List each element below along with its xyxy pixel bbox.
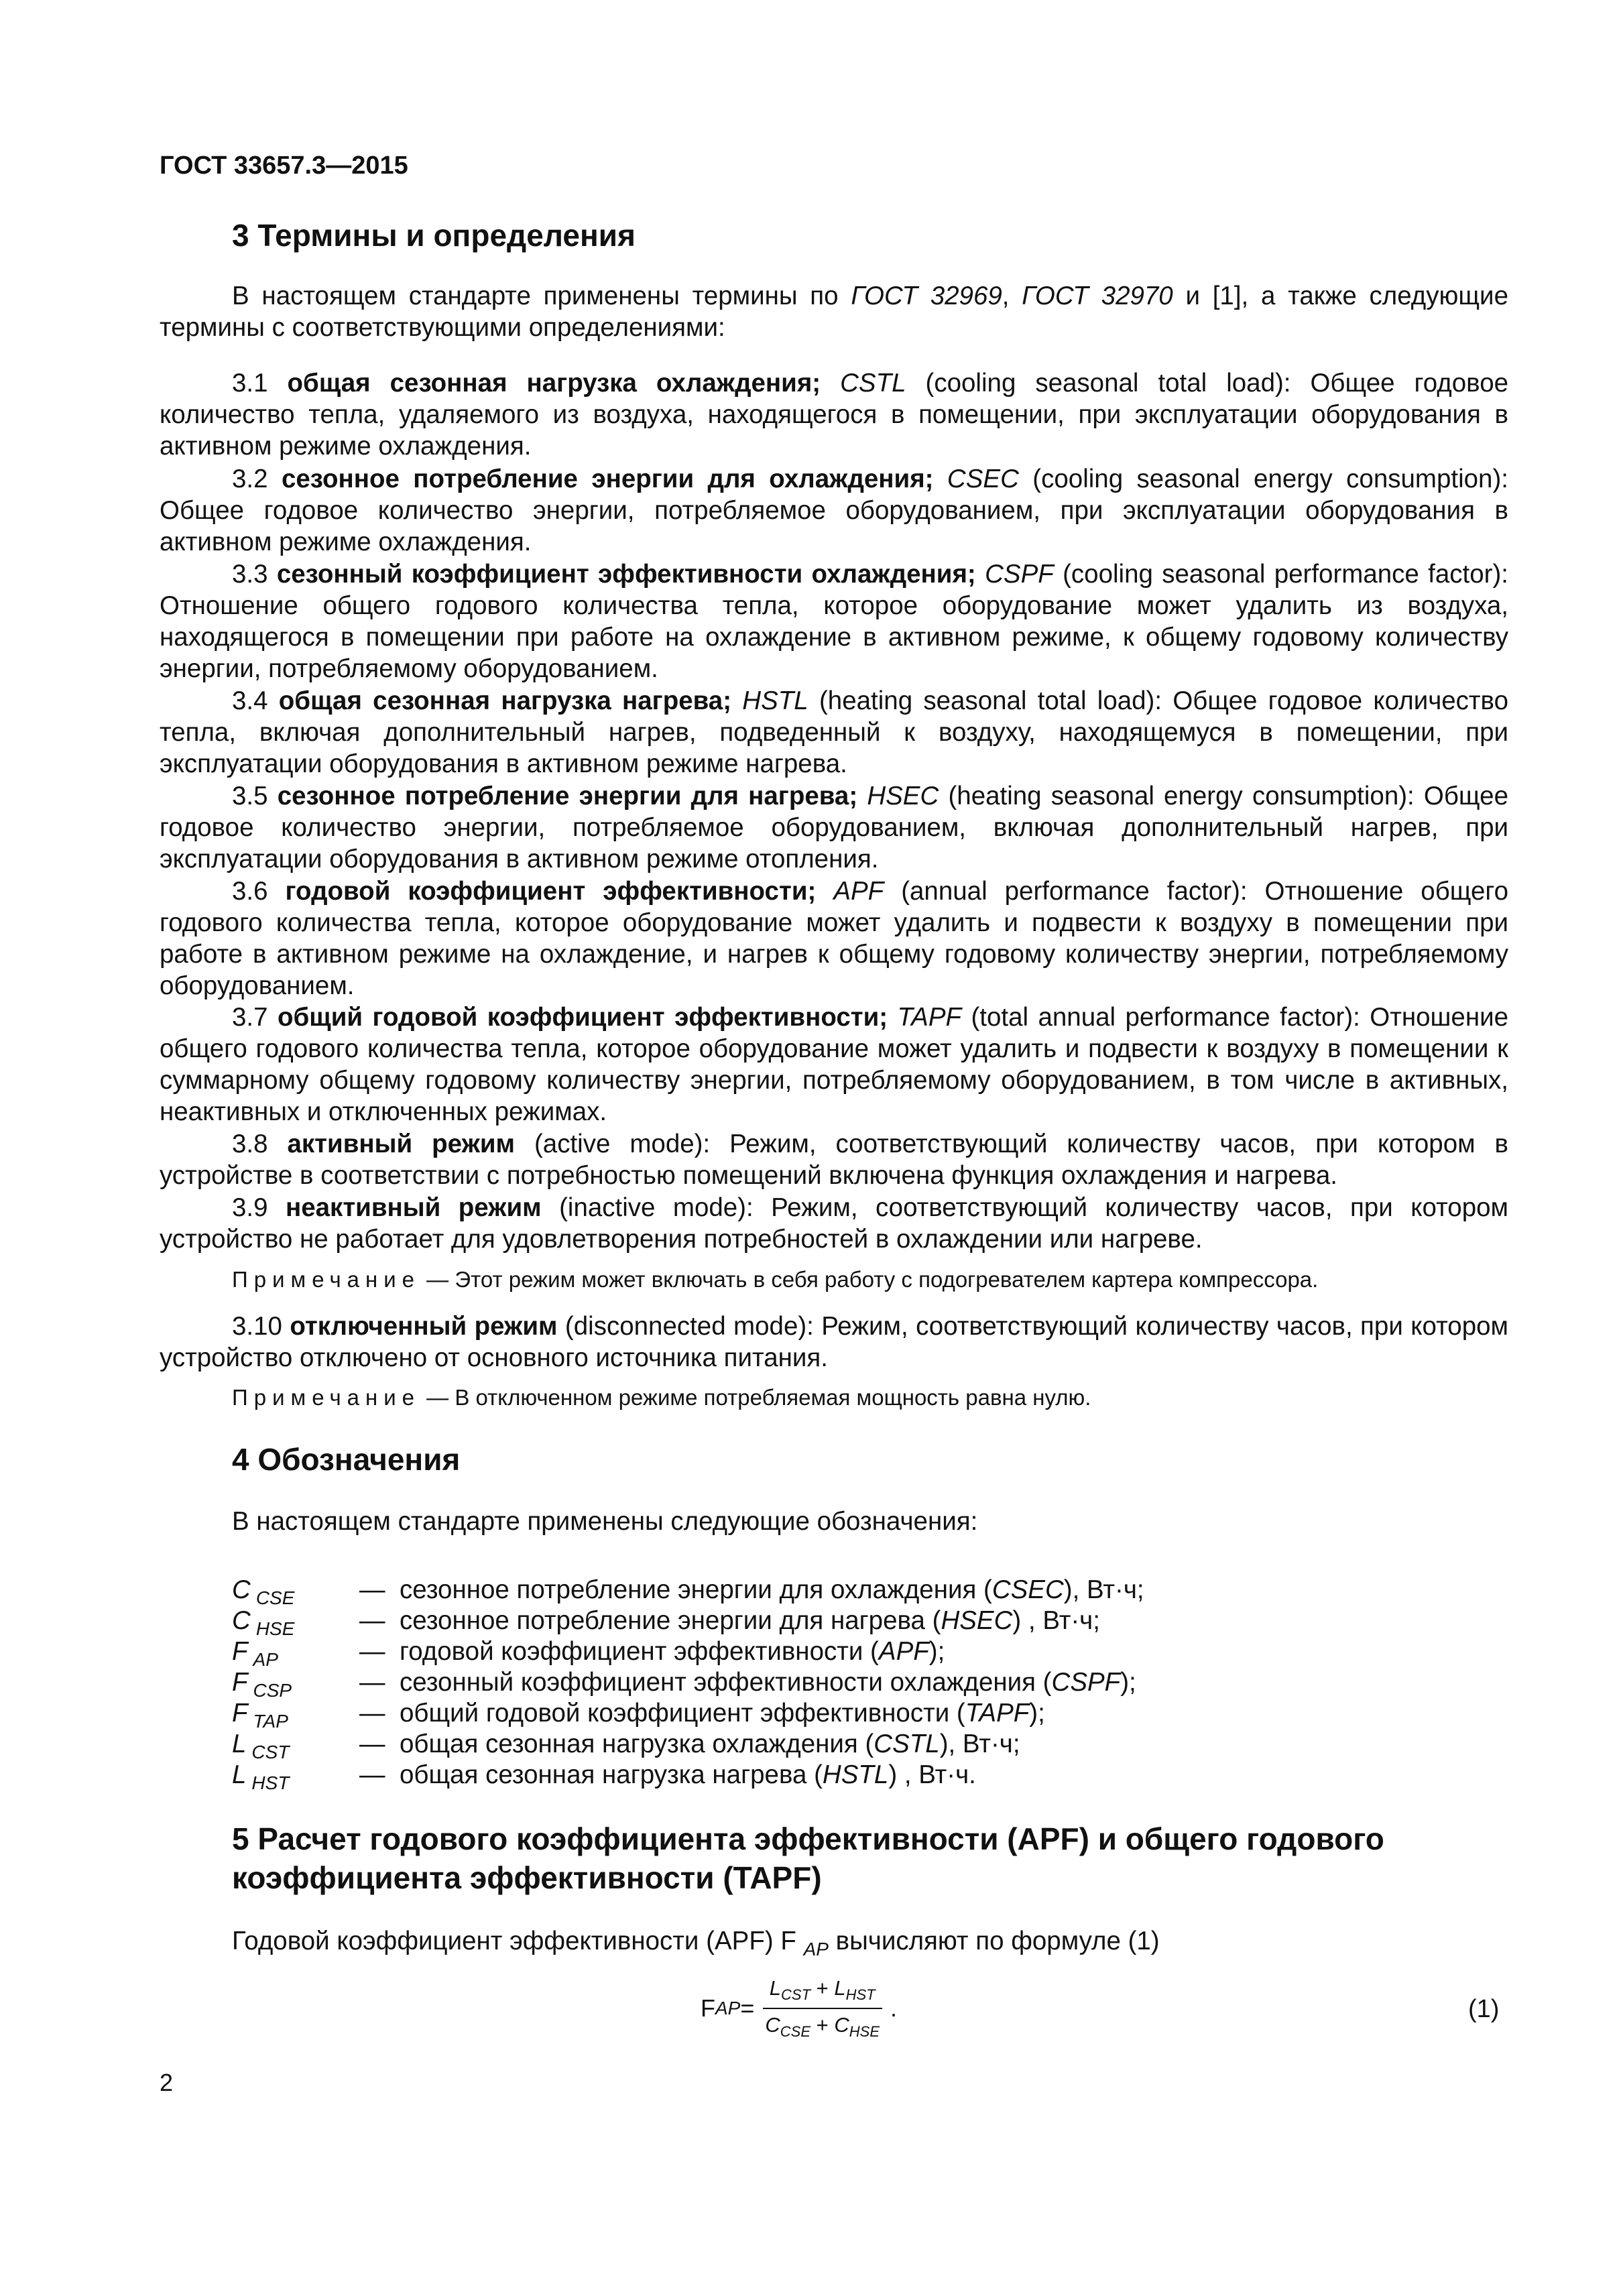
equation-number: (1) — [1468, 1995, 1500, 2023]
section-3-title: 3 Термины и определения — [232, 218, 636, 253]
note-1: Примечание — Этот режим может включать в себя работу с подогревателем картера компрессора. — [232, 1267, 1319, 1292]
term-3-1: 3.1 общая сезонная нагрузка охлаждения; CSTL (cooling seasonal total load): Общее годовое количество тепла, удаляемого из воздуха, находящегося в помещении, при эксплуатации оборудования в активном режиме охлаждения. — [160, 369, 1509, 461]
note-2: Примечание — В отключенном режиме потребляемая мощность равна нулю. — [232, 1385, 1091, 1410]
formula-fraction — [758, 1976, 886, 2041]
term-3-10: 3.10 отключенный режим (disconnected mode): Режим, соответствующий количеству часов, при котором устройство отключено от основного источника питания. — [160, 1312, 1508, 1372]
term-3-8: 3.8 активный режим (active mode): Режим, соответствующий количеству часов, при котором в устройстве в соответствии с потребностью помещений включена функция охлаждения и нагрева. — [160, 1130, 1509, 1190]
term-3-2: 3.2 сезонное потребление энергии для охлаждения; CSEC (cooling seasonal energy consumption): Общее годовое количество энергии, потребляемое оборудованием, при эксплуатации оборудования в активном режиме охлаждения. — [160, 465, 1508, 556]
symbols-list — [232, 1575, 1506, 1791]
symbol-row: C $_{CSE}$ — сезонное потребление энергии для охлаждения (CSEC), Вт·ч; — [232, 1575, 1144, 1608]
standard-code: ГОСТ 33657.3—2015 — [160, 152, 408, 180]
symbol-row: L $_{HST}$ — общая сезонная нагрузка нагрева (HSTL) , Вт·ч. — [232, 1760, 976, 1793]
term-3-3: 3.3 сезонный коэффициент эффективности охлаждения; CSPF (cooling seasonal performance factor): Отношение общего годового количества тепла, которое оборудование может удалить из воздуха, находящегося в помещении при работе на охлаждение в активном режиме, к общему годовому количеству энергии, потребляемому оборудованием. — [160, 560, 1508, 683]
section-3-intro: В настоящем стандарте применены термины по ГОСТ 32969, ГОСТ 32970 и [1], а также следующие термины с соответствующими определениями: — [160, 282, 1508, 342]
symbol-row: C $_{HSE}$ — сезонное потребление энергии для нагрева (HSEC) , Вт·ч; — [232, 1606, 1100, 1639]
fraction-denominator: $C_{CSE} + C_{HSE}$ — [765, 2013, 880, 2041]
term-3-9: 3.9 неактивный режим (inactive mode): Режим, соответствующий количеству часов, при котором устройство не работает для удовлетворения потребностей в охлаждении или нагреве. — [160, 1193, 1508, 1254]
page-number: 2 — [160, 2069, 174, 2096]
fraction-numerator: $L_{CST} + L_{HST}$ — [763, 1976, 882, 2009]
term-3-7: 3.7 общий годовой коэффициент эффективности; TAPF (total annual performance factor): Отношение общего годового количества тепла, которое оборудование может удалить и подвести к воздуху в помещении к суммарному общему годовому количеству энергии, потребляемому оборудованием, в том числе в активных, неактивных и отключенных режимах. — [160, 1003, 1508, 1126]
section-5-intro: Годовой коэффициент эффективности (APF) F $_{AP}$ вычисляют по формуле (1) — [232, 1927, 1160, 1959]
term-3-4: 3.4 общая сезонная нагрузка нагрева; HSTL (heating seasonal total load): Общее годовое количество тепла, включая дополнительный нагрев, подведенный к воздуху, находящемуся в помещении, при эксплуатации оборудования в активном режиме нагрева. — [160, 686, 1508, 778]
symbol-row: L $_{CST}$ — общая сезонная нагрузка охлаждения (CSTL), Вт·ч; — [232, 1730, 1020, 1762]
section-4-intro: В настоящем стандарте применены следующие обозначения: — [232, 1507, 978, 1536]
term-3-6: 3.6 годовой коэффициент эффективности; APF (annual performance factor): Отношение общего годового количества тепла, которое оборудование может удалить и подвести к воздуху в помещении при работе в активном режиме на охлаждение, и нагрев к общему годовому количеству энергии, потребляемому оборудованием. — [160, 877, 1509, 1000]
section-4-title: 4 Обозначения — [232, 1442, 461, 1477]
term-3-5: 3.5 сезонное потребление энергии для нагрева; HSEC (heating seasonal energy consumption): Общее годовое количество энергии, потребляемое оборудованием, включая дополнительный нагрев, при эксплуатации оборудования в активном режиме отопления. — [160, 782, 1508, 873]
symbol-row: F $_{TAP}$ — общий годовой коэффициент эффективности (TAPF); — [232, 1699, 1045, 1732]
symbol-row: F $_{AP}$ — годовой коэффициент эффективности (APF); — [232, 1637, 945, 1670]
section-5-title: 5 Расчет годового коэффициента эффективности (APF) и общего годового коэффициента эффективности (TAPF) — [232, 1821, 1384, 1895]
symbol-row: F $_{CSP}$ — сезонный коэффициент эффективности охлаждения (CSPF); — [232, 1668, 1136, 1701]
formula-1: F AP = $\frac{L_{CST} + L_{HST}}{C_{CSE} + C_{HSE}}$ . — [701, 1976, 898, 2041]
